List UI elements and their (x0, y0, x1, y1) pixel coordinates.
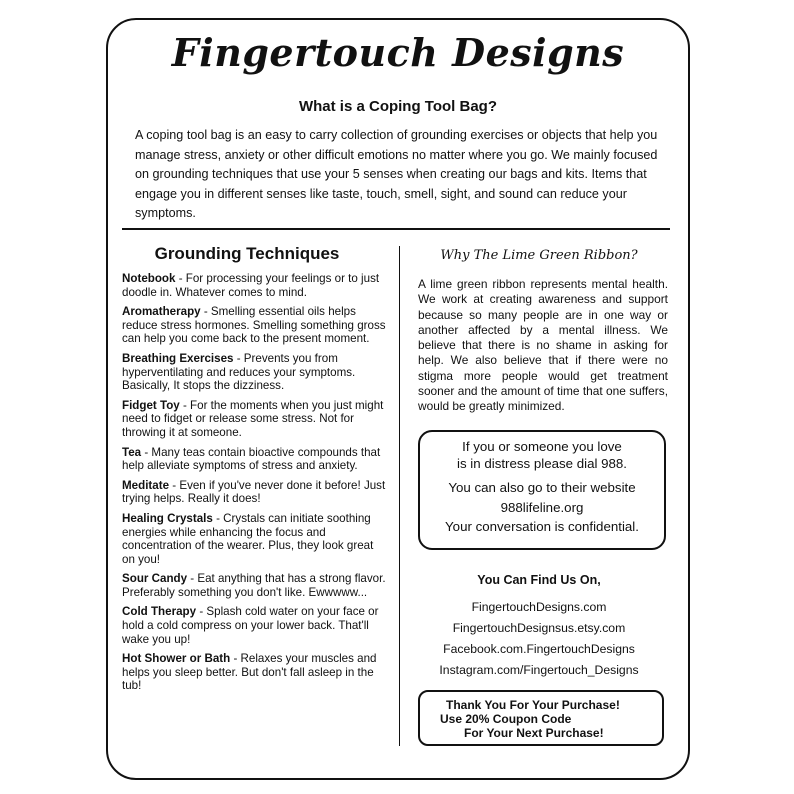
list-item (122, 305, 386, 346)
technique-name: Sour Candy (122, 572, 188, 586)
list-item (122, 272, 386, 299)
list-item (122, 352, 386, 393)
technique-name: Hot Shower or Bath (122, 652, 231, 666)
crisis-line: Your conversation is confidential. (445, 519, 639, 534)
crisis-line: If you or someone you love (462, 439, 622, 454)
facebook-link: Facebook.com.FingertouchDesigns (443, 642, 635, 656)
technique-name: Fidget Toy (122, 398, 180, 412)
crisis-box (418, 430, 666, 550)
vertical-divider (399, 246, 400, 746)
crisis-website: 988lifeline.org (500, 499, 584, 515)
promo-line: Thank You For Your Purchase! (446, 698, 620, 712)
list-item (122, 479, 386, 506)
technique-desc: - Even if you've never done it before! Just trying helps. Really it does! (122, 478, 386, 506)
technique-desc: - Splash cold water on your face or hold a cold compress on your lower back. That'll wake you up! (122, 605, 379, 646)
social-links (414, 597, 664, 681)
list-item (122, 572, 386, 599)
ribbon-heading: Why The Lime Green Ribbon? (440, 248, 638, 263)
technique-desc: - Eat anything that has a strong flavor. Preferably something you don't like. Ewwwww... (122, 572, 386, 599)
technique-desc: - Prevents you from hyperventilating and reduces your symptoms. Basically, It stops the dizziness. (122, 351, 356, 393)
horizontal-divider (122, 228, 670, 230)
grounding-heading: Grounding Techniques (154, 244, 340, 263)
technique-name: Meditate (122, 478, 170, 492)
technique-desc: - Relaxes your muscles and helps you sleep better. But don't fall asleep in the tub! (122, 652, 377, 693)
technique-desc: - For processing your feelings or to just doodle in. Whatever comes to mind. (122, 272, 380, 299)
website-link: FingertouchDesigns.com (471, 600, 607, 614)
technique-desc: - Smelling essential oils helps reduce stress hormones. Smelling something gross can help you come back to the present moment. (122, 305, 386, 346)
list-item (122, 512, 386, 566)
crisis-line: is in distress please dial 988. (457, 455, 627, 471)
technique-name: Healing Crystals (122, 511, 213, 525)
technique-desc: - For the moments when you just might need to fidget or release some stress. Not for throwing it at someone. (122, 398, 384, 439)
grounding-list (122, 272, 386, 699)
list-item (122, 399, 386, 440)
technique-desc: - Many teas contain bioactive compounds that help alleviate symptoms of stress and anxiety. (122, 445, 381, 473)
ribbon-paragraph: A lime green ribbon represents mental health. We work at creating awareness and support because so many people are in one way or another affected by a mental illness. We believe that there is no shame in asking for help. We also believe that if there were no stigma more people would get treatment sooner and the amount of time that one suffers, would be greatly minimized. (418, 277, 668, 414)
etsy-link: FingertouchDesignsus.etsy.com (452, 621, 626, 635)
list-item (122, 605, 386, 646)
promo-line: Use 20% Coupon Code (440, 712, 572, 726)
crisis-line: You can also go to their website (448, 480, 636, 495)
technique-name: Tea (122, 445, 142, 459)
technique-name: Notebook (122, 272, 176, 285)
promo-box (418, 690, 664, 746)
find-us-heading: You Can Find Us On, (477, 573, 601, 587)
list-item (122, 446, 386, 473)
technique-name: Breathing Exercises (122, 351, 234, 365)
brand-title: Fingertouch Designs (171, 30, 625, 75)
section-title: What is a Coping Tool Bag? (298, 98, 498, 115)
list-item (122, 652, 386, 693)
technique-desc: - Crystals can initiate soothing energies while enhancing the focus and concentration of the wearer. Plus, they look great on you! (122, 511, 374, 566)
technique-name: Cold Therapy (122, 605, 197, 619)
intro-paragraph: A coping tool bag is an easy to carry collection of grounding exercises or objects that help you manage stress, anxiety or other difficult emotions no matter where you go. We mainly focused on grounding techniques that use your 5 senses when creating our bags and kits. Items that engage you in different senses like taste, touch, smell, sight, and sound can reduce your symptoms. (135, 128, 658, 220)
technique-name: Aromatherapy (122, 305, 201, 319)
instagram-link: Instagram.com/Fingertouch_Designs (439, 663, 639, 677)
promo-line: For Your Next Purchase! (464, 726, 604, 740)
